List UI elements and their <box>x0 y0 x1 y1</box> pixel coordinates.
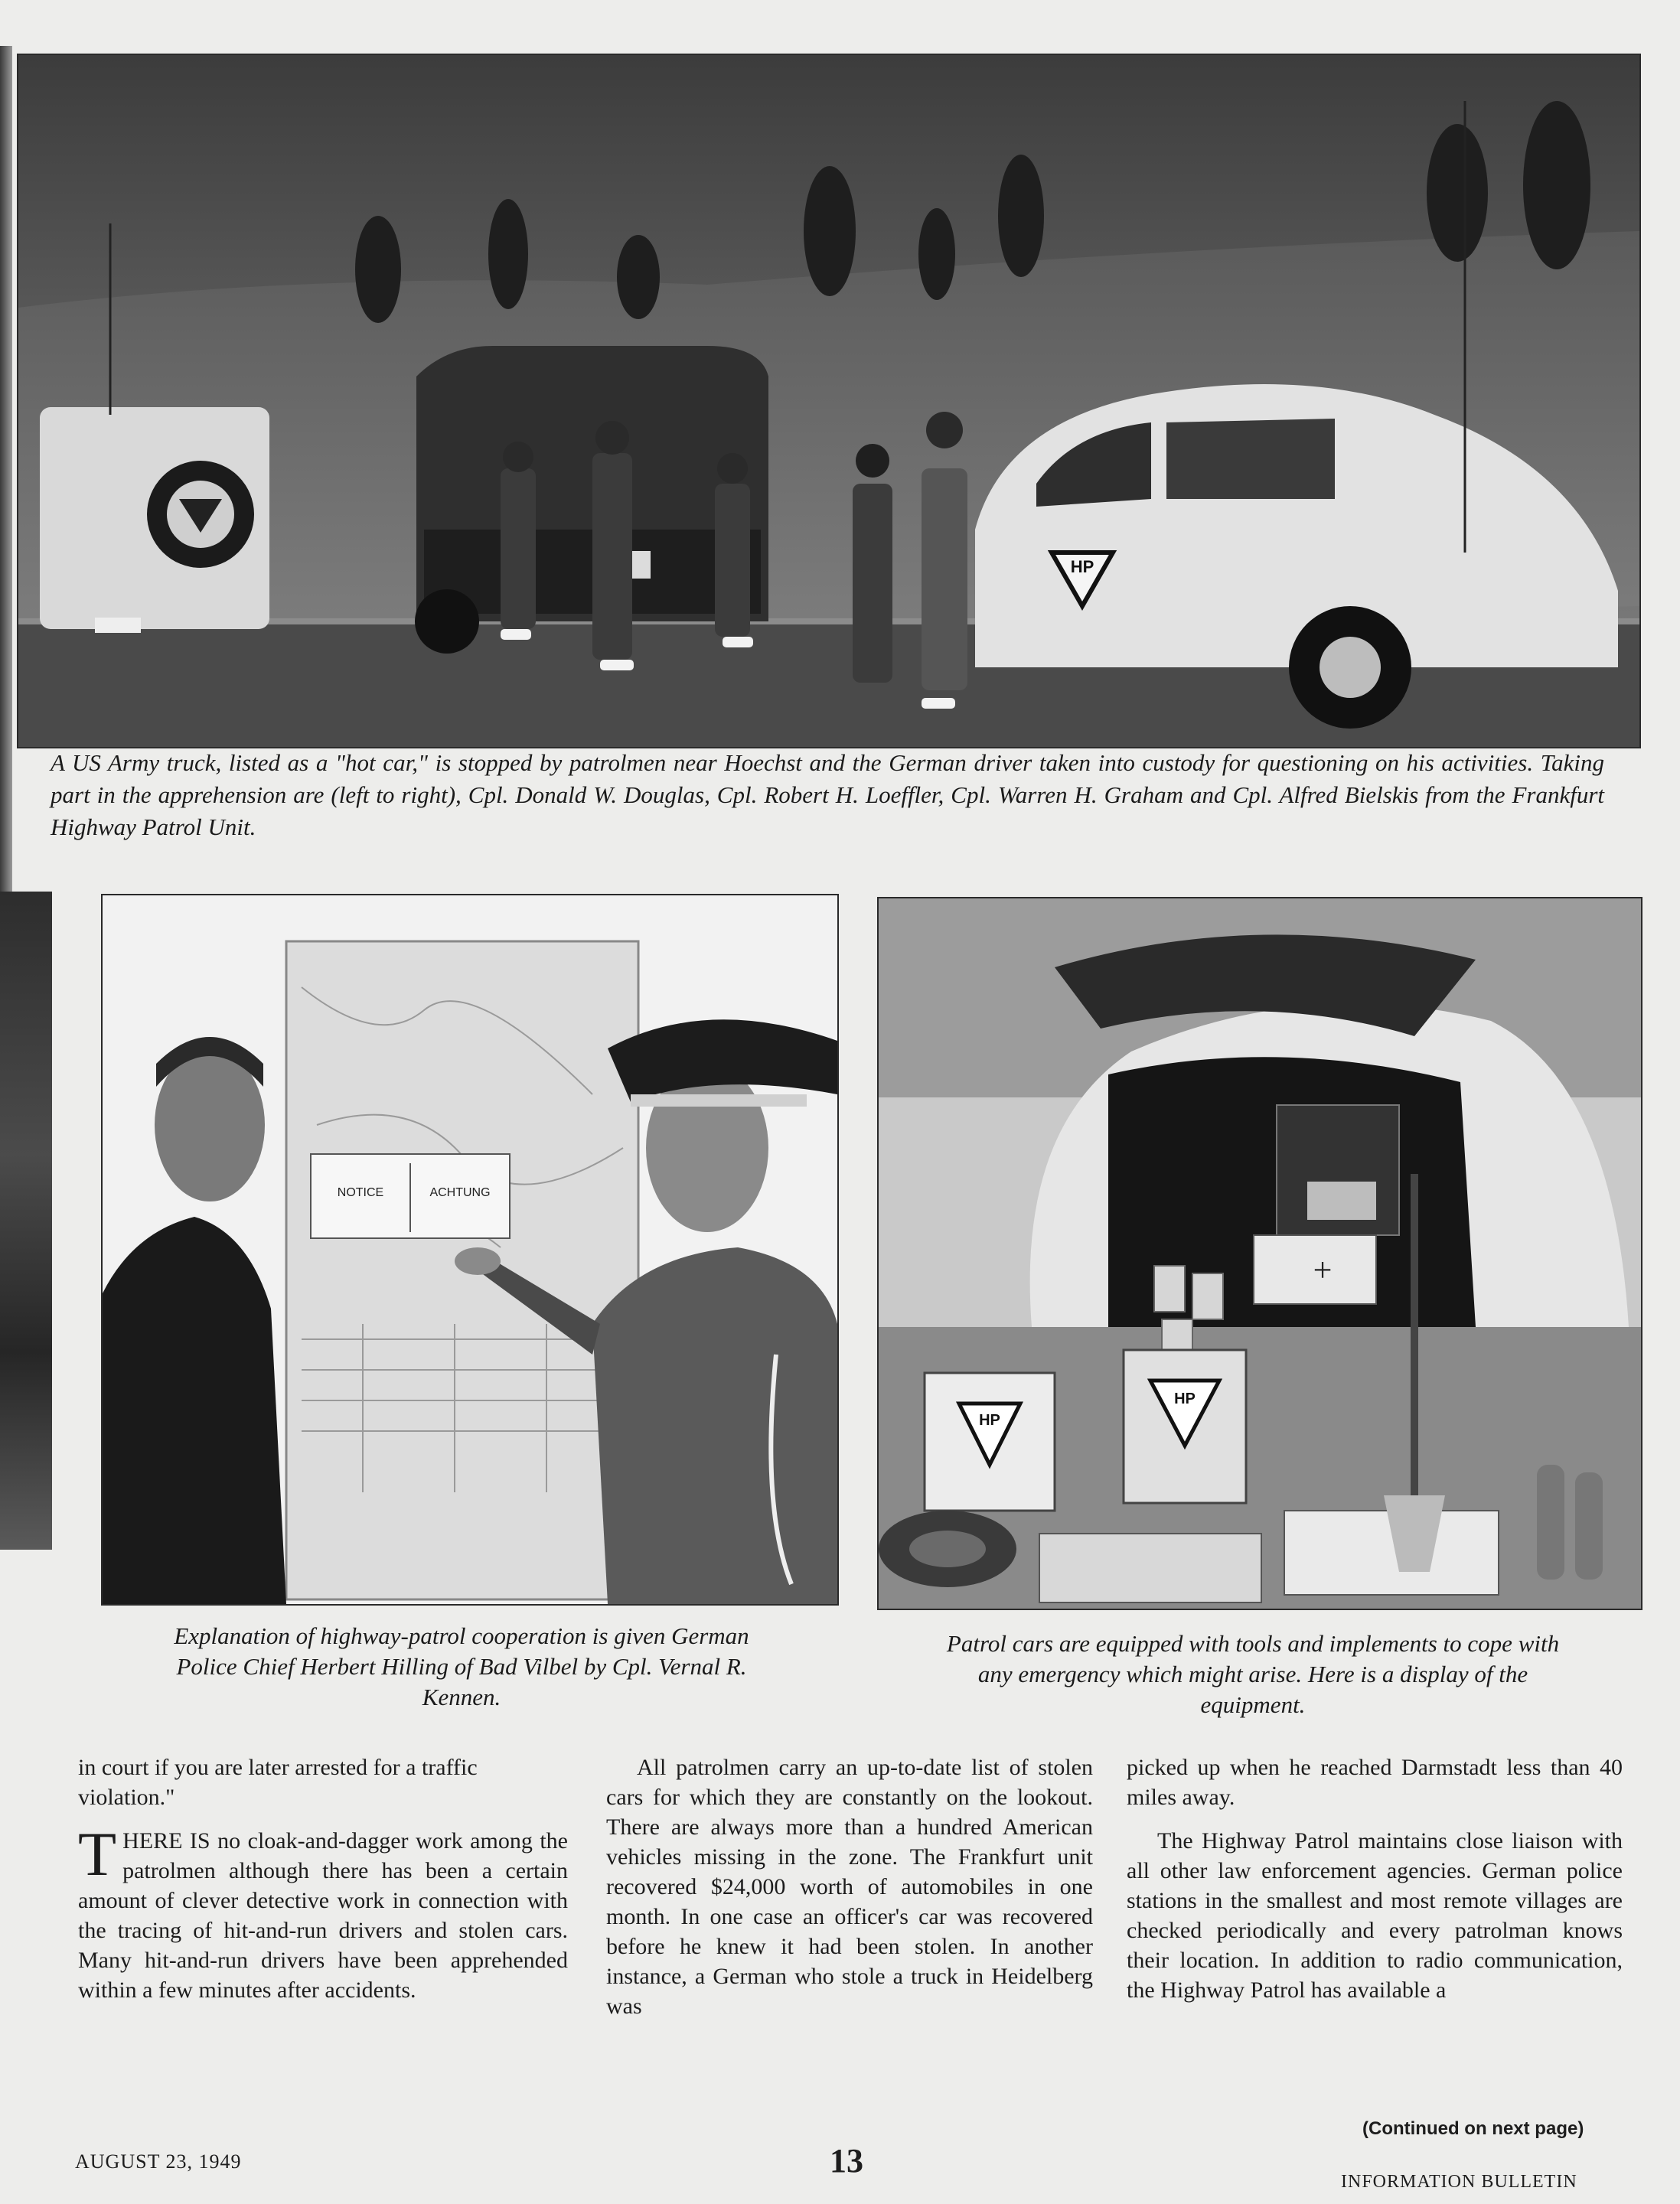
drop-cap: T <box>78 1819 117 1889</box>
notice-label: NOTICE <box>337 1186 384 1199</box>
column1-paragraph-1: in court if you are later arrested for a traffic violation." <box>78 1755 478 1810</box>
car-emblem-label: HP <box>1070 557 1094 576</box>
map-photo-illustration <box>103 895 837 1604</box>
page-number: 13 <box>830 2142 863 2180</box>
column3-paragraph-2: The Highway Patrol maintains close liaison with all other law enforcement agencies. German police stations in the smallest and most remote villages are checked periodically and every patrolman knows their location. In addition to radio communication, the Highway Patrol has available a <box>1127 1828 1623 2003</box>
photo-patrol-equipment <box>877 897 1642 1610</box>
text-column-2 <box>606 1752 1093 2035</box>
footer-publication: INFORMATION BULLETIN <box>1341 2172 1577 2192</box>
achtung-label: ACHTUNG <box>429 1186 491 1199</box>
fuel-can2-emblem-label: HP <box>1174 1391 1196 1407</box>
equipment-photo-caption: Patrol cars are equipped with tools and implements to cope with any emergency which might arise. Here is a display of the equipment. <box>946 1630 1560 1718</box>
continued-note: (Continued on next page) <box>1362 2118 1584 2139</box>
adjacent-page-photo-fragment <box>0 892 52 1550</box>
top-photo-roadside-stop <box>17 54 1641 748</box>
column2-paragraph-1: All patrolmen carry an up-to-date list of stolen cars for which they are constantly on the lookout. There are always more than a hundred American vehicles missing in the zone. The Frankfurt unit recovered $24,000 worth of automobiles in one month. In one case an officer's car was recovered before he knew it had been stolen. In another instance, a German who stole a truck in Heidelberg was <box>606 1755 1093 2019</box>
photo-map-explanation <box>101 894 839 1606</box>
fuel-can-emblem-label: HP <box>979 1412 1000 1429</box>
text-column-1 <box>78 1752 568 2019</box>
top-photo-caption: A US Army truck, listed as a "hot car," is stopped by patrolmen near Hoechst and the German driver taken into custody for questioning on his activities. Taking part in the apprehension are (left to right), Cpl. Donald W. Douglas, Cpl. Robert H. Loeffler, Cpl. Warren H. Graham and Cpl. Alfred Bielskis from the Frankfurt Highway Patrol Unit. <box>51 749 1604 840</box>
top-photo-illustration <box>18 55 1639 747</box>
equipment-photo-illustration <box>879 898 1641 1609</box>
text-column-3 <box>1127 1752 1623 2019</box>
column1-paragraph-2-text: HERE IS no cloak-and-dagger work among the patrolmen although there has been a certain amount of clever detective work in connection with the tracing of hit-and-run drivers and stolen cars. Many hit-and-run drivers have been apprehended within a few minutes after accidents. <box>78 1828 568 2003</box>
map-photo-caption: Explanation of highway-patrol cooperation is given German Police Chief Herbert Hilling of Bad Vilbel by Cpl. Vernal R. Kennen. <box>174 1622 749 1710</box>
footer-date: AUGUST 23, 1949 <box>75 2150 242 2173</box>
column1-paragraph-2 <box>78 1819 568 2005</box>
svg-text:+: + <box>1313 1251 1333 1289</box>
column3-paragraph-1: picked up when he reached Darmstadt less than 40 miles away. <box>1127 1755 1623 1810</box>
